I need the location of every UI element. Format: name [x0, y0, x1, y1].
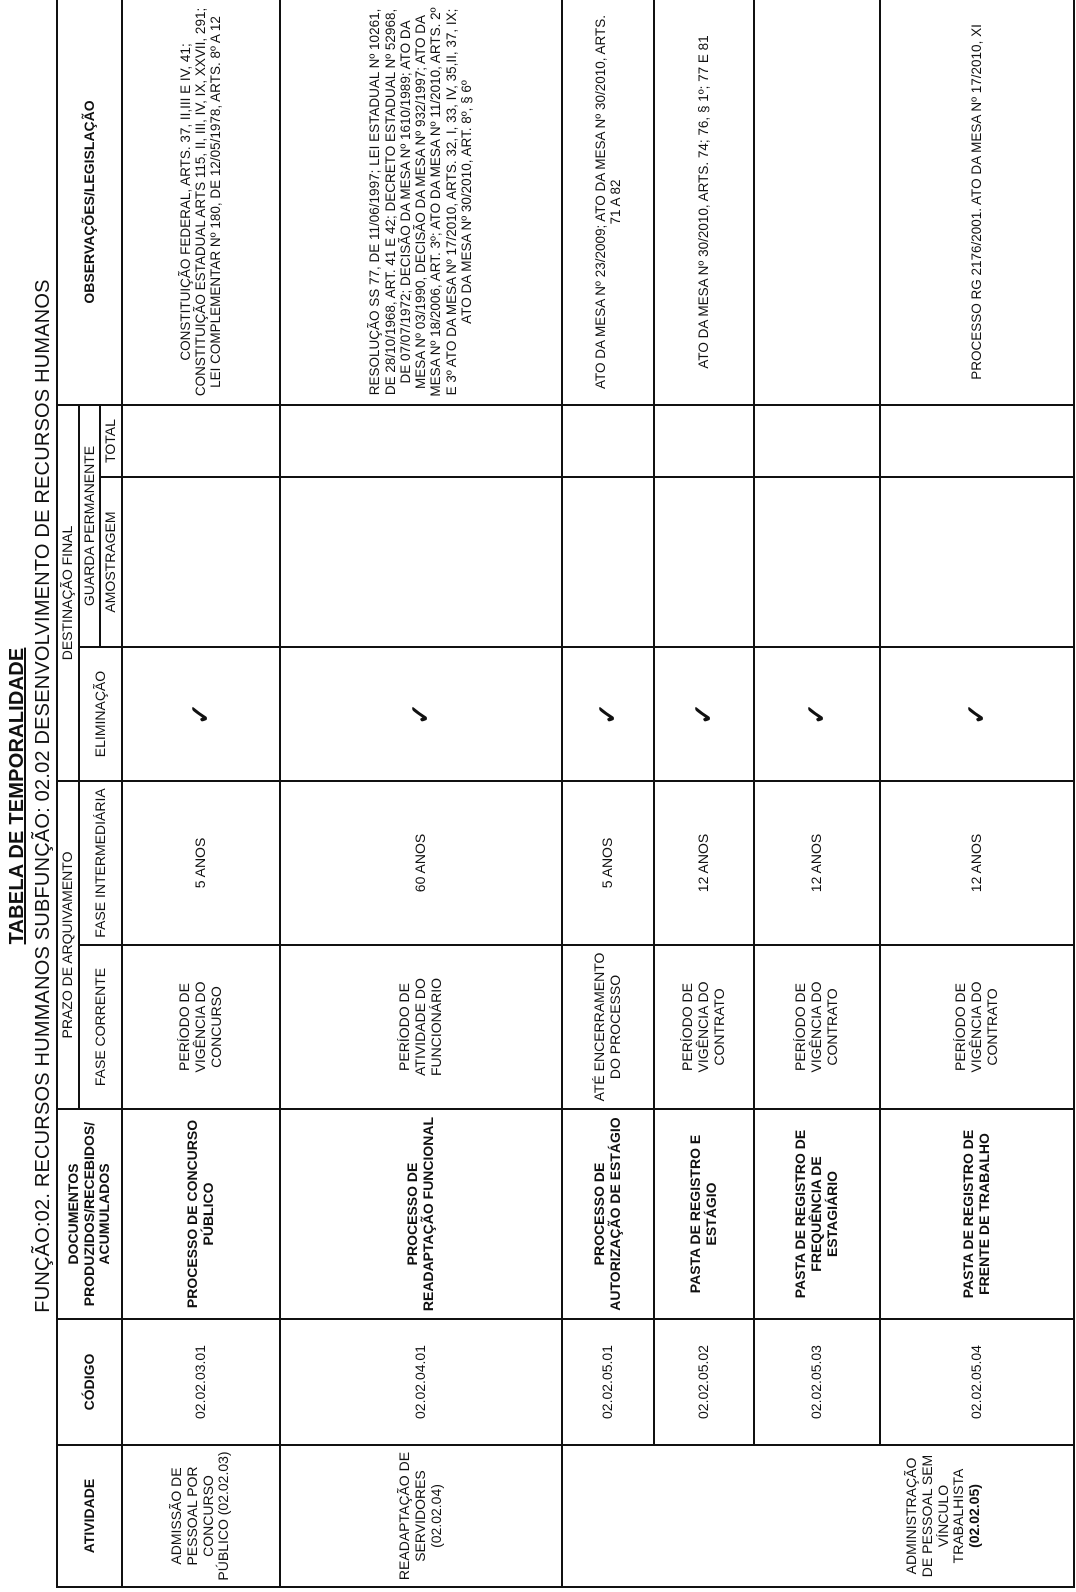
header-codigo: CÓDIGO	[57, 1319, 122, 1445]
document-cell: PROCESSO DE READAPTAÇÃO FUNCIONAL	[280, 1109, 562, 1319]
document-cell: PROCESSO DE CONCURSO PÚBLICO	[122, 1109, 280, 1319]
amostragem-cell	[562, 477, 654, 647]
header-eliminacao: ELIMINAÇÃO	[79, 647, 122, 781]
table-row	[754, 0, 880, 1587]
table-row	[122, 0, 280, 1587]
table-row	[562, 0, 654, 1587]
header-obs: OBSERVAÇÕES/LEGISLAÇÃO	[57, 0, 122, 405]
obs-cell: ATO DA MESA Nº 30/2010, ARTS. 74; 76, § 1º; 77 E 81	[654, 0, 754, 405]
document-cell: PASTA DE REGISTRO E ESTÁGIO	[654, 1109, 754, 1319]
header-fase-intermediaria: FASE INTERMEDIÁRIA	[79, 781, 122, 945]
code-cell: 02.02.05.03	[754, 1319, 880, 1445]
fase-intermediaria-cell: 12 ANOS	[754, 781, 880, 945]
header-prazo: PRAZO DE ARQUIVAMENTO	[57, 781, 79, 1109]
check-icon: ✓	[122, 647, 280, 781]
activity-cell	[562, 1445, 1074, 1587]
fase-corrente-cell: PERÍODO DE VIGÊNCIA DO CONTRATO	[754, 945, 880, 1109]
total-cell	[280, 405, 562, 477]
fase-corrente-cell: PERÍODO DE VIGÊNCIA DO CONCURSO	[122, 945, 280, 1109]
obs-cell: ATO DA MESA Nº 23/2009; ATO DA MESA Nº 30/2010, ARTS. 71 A 82	[562, 0, 654, 405]
check-icon: ✓	[654, 647, 754, 781]
total-cell	[122, 405, 280, 477]
code-cell: 02.02.05.02	[654, 1319, 754, 1445]
fase-intermediaria-cell: 12 ANOS	[654, 781, 754, 945]
table-row	[280, 0, 562, 1587]
fase-corrente-cell: PERÍODO DE VIGÊNCIA DO CONTRATO	[880, 945, 1074, 1109]
obs-cell	[754, 0, 880, 405]
fase-intermediaria-cell: 12 ANOS	[880, 781, 1074, 945]
fase-corrente-cell: PERÍODO DE ATIVIDADE DO FUNCIONÁRIO	[280, 945, 562, 1109]
code-cell: 02.02.05.01	[562, 1319, 654, 1445]
code-cell: 02.02.04.01	[280, 1319, 562, 1445]
temporality-table	[56, 0, 1075, 1588]
amostragem-cell	[122, 477, 280, 647]
code-cell: 02.02.03.01	[122, 1319, 280, 1445]
fase-intermediaria-cell: 5 ANOS	[562, 781, 654, 945]
check-icon: ✓	[562, 647, 654, 781]
header-documentos: DOCUMENTOS PRODUZIDOS/RECEBIDOS/ ACUMULADOS	[57, 1109, 122, 1319]
obs-cell: CONSTITUIÇÃO FEDERAL, ARTS. 37, II,III E IV, 41; CONSTITUIÇÃO ESTADUAL ARTS 115, II, III, IV, IX, XXVII, 291; LEI COMPLEMENTAR Nº 180, DE 12/05/1978, ARTS. 8º A 12	[122, 0, 280, 405]
activity-cell: READAPTAÇÃO DE SERVIDORES (02.02.04)	[280, 1445, 562, 1587]
header-amostragem: AMOSTRAGEM	[100, 477, 121, 647]
header-destinacao: DESTINAÇÃO FINAL	[57, 405, 79, 781]
amostragem-cell	[654, 477, 754, 647]
table-row	[654, 0, 754, 1587]
amostragem-cell	[880, 477, 1074, 647]
header-total: TOTAL	[100, 405, 121, 477]
activity-code: (02.02.05)	[966, 1484, 983, 1548]
document-cell: PASTA DE REGISTRO DE FREQUÊNCIA DE ESTAGIÁRIO	[754, 1109, 880, 1319]
total-cell	[562, 405, 654, 477]
amostragem-cell	[280, 477, 562, 647]
fase-corrente-cell: ATÉ ENCERRAMENTO DO PROCESSO	[562, 945, 654, 1109]
fase-intermediaria-cell: 60 ANOS	[280, 781, 562, 945]
fase-corrente-cell: PERÍODO DE VIGÊNCIA DO CONTRATO	[654, 945, 754, 1109]
obs-cell: RESOLUÇÃO SS 77, DE 11/06/1997; LEI ESTADUAL Nº 10261, DE 28/10/1968, ART. 41 E 42; DECRETO ESTADUAL Nº 52968, DE 07/07/1972; DECISÃO DA MESA Nº 1610/1989; ATO DA MESA Nº 03/1990, DECISÃO DA MESA Nº 932/1997; ATO DA MESA Nº 18/2006, ART. 3º; ATO DA MESA Nº 11/2010, ARTS. 2º E 3º ATO DA MESA Nº 17/2010, ARTS. 32, I, 33, IV, 35,II, 37, IX; ATO DA MESA Nº 30/2010, ART. 8º, § 6º	[280, 0, 562, 405]
page-subtitle: FUNÇÃO:02. RECURSOS HUMMANOS SUBFUNÇÃO: 02.02 DESENVOLVIMENTO DE RECURSOS HUMANOS	[32, 279, 54, 1313]
total-cell	[880, 405, 1074, 477]
header-atividade: ATIVIDADE	[57, 1445, 122, 1587]
page-title: TABELA DE TEMPORALIDADE	[6, 647, 28, 945]
code-cell: 02.02.05.04	[880, 1319, 1074, 1445]
header-guarda-permanente: GUARDA PERMANENTE	[79, 405, 100, 647]
fase-intermediaria-cell: 5 ANOS	[122, 781, 280, 945]
check-icon: ✓	[280, 647, 562, 781]
document-cell: PASTA DE REGISTRO DE FRENTE DE TRABALHO	[880, 1109, 1074, 1319]
check-icon: ✓	[754, 647, 880, 781]
obs-cell: PROCESSO RG 2176/2001. ATO DA MESA Nº 17/2010, XI	[880, 0, 1074, 405]
activity-cell: ADMISSÃO DE PESSOAL POR CONCURSO PÚBLICO (02.02.03)	[122, 1445, 280, 1587]
document-cell: PROCESSO DE AUTORIZAÇÃO DE ESTÁGIO	[562, 1109, 654, 1319]
header-fase-corrente: FASE CORRENTE	[79, 945, 122, 1109]
amostragem-cell	[754, 477, 880, 647]
total-cell	[754, 405, 880, 477]
total-cell	[654, 405, 754, 477]
check-icon: ✓	[880, 647, 1074, 781]
table-row	[880, 0, 1074, 1587]
activity-text: ADMINISTRAÇÃO DE PESSOAL SEM VÍNCULO TRABALHISTA	[903, 1454, 967, 1578]
